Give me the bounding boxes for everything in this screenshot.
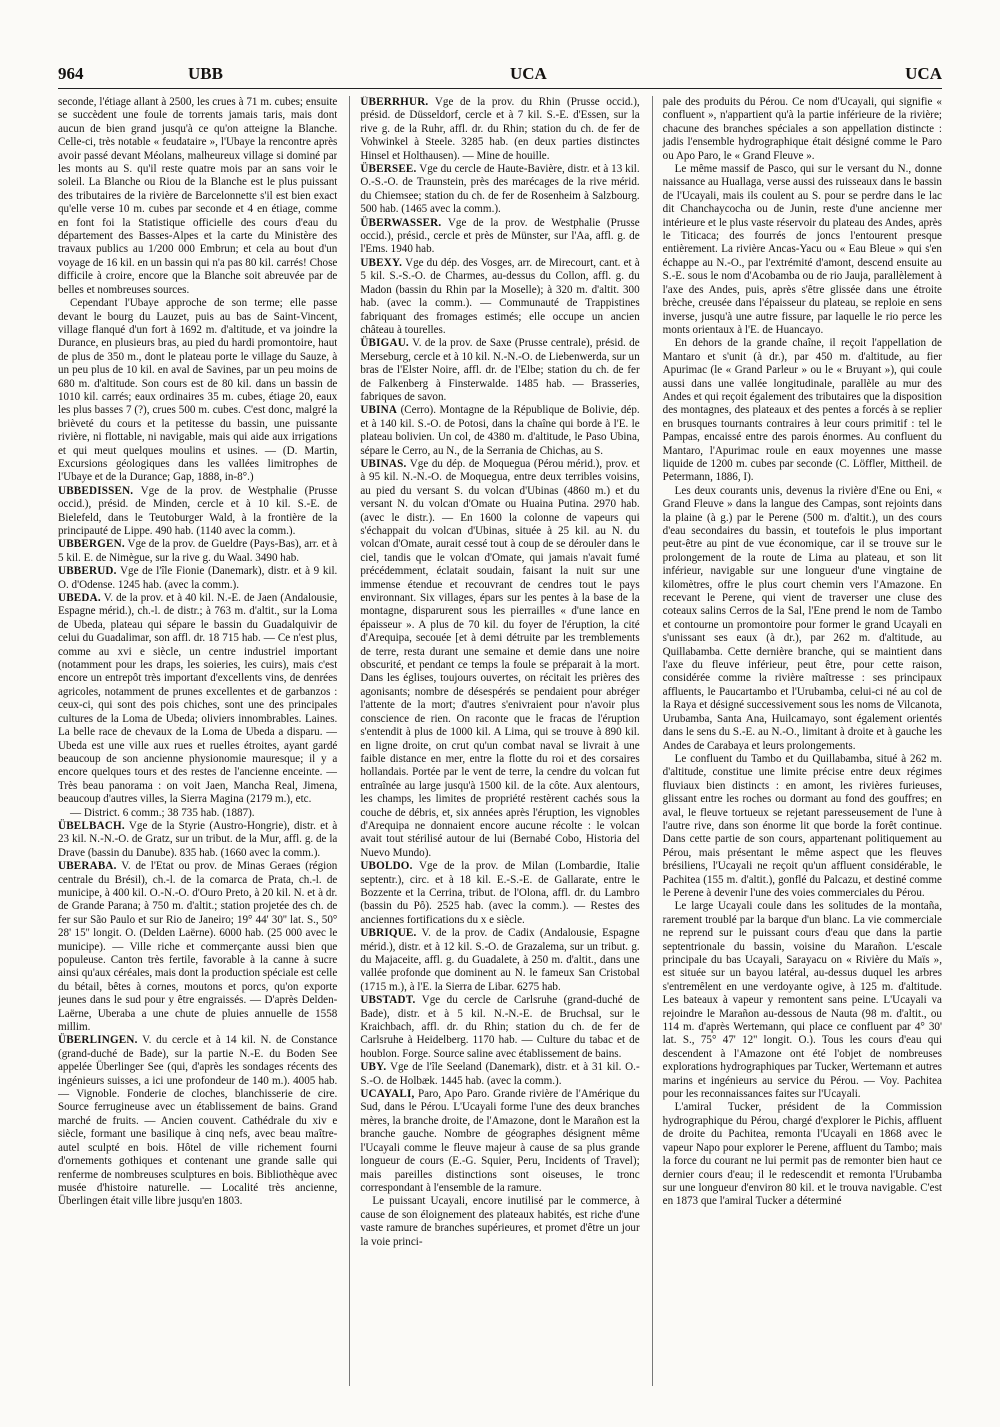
- entry-text: Vge de la Styrie (Austro-Hongrie), distr. et à 23 kil. N.-N.-O. de Gratz, sur un tribut. de la Mur, affl. g. de la Drave (bassin du Danube). 835 hab. (1660 avec la comm.).: [58, 819, 338, 859]
- entry-paragraph: [663, 337, 942, 484]
- entry-headword: UCAYALI,: [360, 1088, 415, 1101]
- dictionary-entry: [360, 257, 639, 337]
- dictionary-entry: [58, 538, 337, 565]
- entry-headword: UBY.: [360, 1061, 387, 1074]
- dictionary-entry: [58, 485, 337, 539]
- entry-text: Vge de l'île Seeland (Danemark), distr. et à 31 kil. O.-S.-O. de Holbæk. 1445 hab. (avec la comm.).: [360, 1061, 640, 1087]
- entry-headword: ÜBERSEE.: [360, 163, 417, 176]
- entry-headword: UBEDA.: [58, 592, 101, 605]
- dictionary-entry: [360, 1088, 639, 1195]
- entry-headword: ÜBERLINGEN.: [58, 1034, 138, 1047]
- entry-headword: UBINA: [360, 404, 398, 417]
- entry-text: — District. 6 comm.; 38 735 hab. (1887).: [70, 806, 255, 819]
- dictionary-entry: [360, 163, 639, 217]
- dictionary-entry: [360, 994, 639, 1061]
- entry-text: Le même massif de Pasco, qui sur le versant du N., donne naissance au Huallaga, verse aussi des ruisseaux dans le bassin de l'Ucayali, mais ils coulent au S. pour se perdre dans le lac dit Chanchaycocha ou de Junin, reste d'une ancienne mer intérieure et le plus vaste réservoir du plateau des Andes, après le Titicaca; des fourrés de joncs l'entourent presque entièrement. La rivière Ancas-Yacu ou « Eau Bleue » qui s'en échappe au N.-O., par l'extrémité d'amont, descend ensuite au S.-E. sous le nom d'Acobamba ou de rio Jauja, parallèlement à l'axe des Andes, puis, après s'être glissée dans une étroite brèche, creusée dans l'épaisseur du plateau, se reploie en sens inverse, jusqu'à une autre fissure, par laquelle le rio perce les monts orientaux à l'E. de Huancayo.: [662, 163, 942, 336]
- entry-text: V. de la prov. de Saxe (Prusse centrale), présid. de Merseburg, cercle et à 10 kil. N.-N.-O. de Liebenwerda, sur un bras de l'Elster Noire, affl. dr. de l'Elbe; station du ch. de fer de Falkenberg à Finsterwalde. 1485 hab. — Brasseries, fabriques de savon.: [360, 337, 640, 403]
- dictionary-entry: [58, 820, 337, 860]
- entry-headword: ÜBIGAU.: [360, 337, 409, 350]
- dictionary-entry: [360, 217, 639, 257]
- entry-text: Vge de la prov. de Westphalie (Prusse occid.), présid. de Minden, cercle et à 10 kil. S.-E. de Bielefeld, dans le Teutoburger Wald, à la frontière de la principauté de Lippe. 490 hab. (1140 avec la comm.).: [58, 484, 338, 537]
- entry-text: V. de la prov. de Cadix (Andalousie, Espagne mérid.), distr. et à 12 kil. S.-O. de Grazalema, sur un tribut. g. du Majaceite, affl. g. du Guadalete, à 250 m. d'altit., dans une vallée profonde que dominent au N. le fameux San Cristobal (1715 m.), à l'E. la Sierra de Libar. 6275 hab.: [360, 927, 640, 993]
- entry-headword: ÜBERRHUR.: [360, 96, 429, 108]
- entry-paragraph: [58, 96, 337, 297]
- text-columns: [58, 96, 942, 1386]
- entry-text: Vge du cercle de Haute-Bavière, distr. et à 13 kil. O.-S.-O. de Traunstein, près des marécages de la rive mérid. du Chiemsee; station du ch. de fer de Rosenheim à Salzbourg. 500 hab. (1465 avec la comm.).: [360, 163, 640, 216]
- entry-headword: UBBERGEN.: [58, 538, 125, 551]
- entry-text: Vge de la prov. du Rhin (Prusse occid.), présid. de Düsseldorf, cercle et à 7 kil. S.-E. d'Essen, sur la rive g. de la Ruhr, affl. dr. du Rhin; station du ch. de fer de Vohwinkel à Steele. 3285 hab. (en deux parties distinctes Hinsel et Holthausen). — Mine de houille.: [360, 96, 640, 162]
- entry-headword: UBINAS.: [360, 457, 407, 470]
- page-number: 964: [58, 64, 84, 83]
- entry-text: En dehors de la grande chaîne, il reçoit l'appellation de Mantaro et s'unit (à dr.), par 450 m. d'altitude, au fier Apurimac (le « Grand Parleur » ou le « Bruyant »), qui coule aussi dans une vallée longitudinale, parallèle au mur des Andes et qui reçoit également des tributaires que la disposition des montagnes, des plateaux et des pentes a forcés à se replier en brusques tournants contraires à leur cours primitif : tel le Pampas, encaissé entre des parois énormes. Au confluent du Mantaro, l'Apurimac roule en eaux moyennes une masse liquide de 1200 m. cubes par seconde (C. Löffler, Mittheil. de Petermann, 1886, I).: [662, 337, 942, 484]
- entry-headword: UBOLDO.: [360, 860, 413, 873]
- entry-headword: UBEXY.: [360, 256, 403, 269]
- entry-headword: ÜBERWASSER.: [360, 216, 442, 229]
- entry-text: Vge du cercle de Carlsruhe (grand-duché de Bade), distr. et à 5 kil. N.-N.-E. de Bruchsal, sur le Kraichbach, affl. dr. du Rhin; station du ch. de fer de Carlsruhe à Heidelberg. 1170 hab. — Culture du tabac et de houblon. Forge. Source saline avec établissement de bains.: [360, 994, 640, 1060]
- header-middle-keyword: UCA: [510, 64, 547, 83]
- entry-headword: UBBERUD.: [58, 565, 117, 578]
- column-right: [652, 96, 942, 1386]
- entry-text: Paro, Apo Paro. Grande rivière de l'Amérique du Sud, dans le Pérou. L'Ucayali forme l'une des deux branches mères, la branche droite, de l'Amazone, dont le Marañon est la branche gauche. Nombre de géographes désignent même l'Ucayali comme le fleuve majeur à cause de sa plus grande longueur de cours (E.-G. Squier, Peru, Incidents of Travel); mais pareilles distinctions sont oiseuses, le tronc correspondant à l'ensemble de la ramure.: [360, 1088, 640, 1194]
- entry-paragraph: [663, 485, 942, 753]
- entry-text: Vge du dép. de Moquegua (Pérou mérid.), prov. et à 95 kil. N.-N.-O. de Moquegua, entre deux terribles voisins, au pied du versant S. du volcan d'Ubinas (4860 m.) et du versant N. du volcan d'Omate ou Huaina Putina. 2970 hab. (avec le distr.). — En 1600 la colonne de vapeurs qui s'échappait du volcan d'Ubinas, située à 25 kil. au N. du volcan d'Omate, aurait cessé tout à coup de se dérouler dans le ciel, tandis que le volcan d'Omate, qui jamais n'avait fumé précédemment, éclatait soudain, faisant la nuit sur une immense étendue et recouvrant de cendres tout le pays environnant. Six villages, épars sur les pentes à la base de la montagne, disparurent sous les pierrailles « d'une lance en épaisseur ». A plus de 70 kil. du foyer de l'éruption, la cité d'Arequipa, secouée [et à demi détruite par les tremblements de terre, resta durant une semaine et demie dans une noire obscurité, et pendant ce temps la foule se préparait à la mort. Dans les églises, toujours ouvertes, on récitait les prières des agonisants; nombre de désespérés se pendaient pour abréger l'attente de la mort; d'autres s'enivraient pour n'avoir plus conscience de rien. On raconte que le fracas de l'éruption s'entendit à plus de 1000 kil. A Lima, qui se trouve à 890 kil. en ligne droite, on crut qu'un combat naval se livrait à une faible distance en mer, entre la flotte du roi et des corsaires hollandais. Portée par le vent de terre, la cendre du volcan fut entraînée au large jusqu'à 1500 kil. de la côte. Aux alentours, les champs, les limites de propriété restèrent cachés sous la couche de débris, et, six années après l'éruption, les vignobles d'Arequipa ne donnaient encore aucune récolte : le volcan avait tout stérilisé autour de lui (Bernabé Cobo, Historia del Nuevo Mundo).: [360, 457, 640, 859]
- entry-text: seconde, l'étiage allant à 2500, les crues à 71 m. cubes; ensuite se succèdent une foule de torrents jamais taris, mais dont aucun de bien grand jusqu'à ce qu'on atteigne la Blanche. Celle-ci, très notable « feudataire », l'Ubaye la rencontre après avoir passé devant Méolans, malheureux village si dominé par les monts au S. qu'il reste quatre mois par an sans voir le soleil. La Blanche ou Riou de la Blanche est le plus puissant des tributaires de la rivière de Barcelonnette s'il est bien exact qu'elle verse 10 m. cubes par seconde et 4 en étiage, comme en font foi la Statistique officielle des cours d'eau du département des Basses-Alpes et la carte du Ministère des travaux publics au 1/200 000 Embrun; et cela au bout d'un voyage de 16 kil. en un bassin qui n'a pas 80 kil. carrés! Chose difficile à croire, encore que la Blanche soit abreuvée par de belles et nombreuses sources.: [58, 96, 338, 296]
- entry-paragraph: [663, 753, 942, 900]
- header-left-keyword: UBB: [188, 64, 223, 83]
- running-header: [58, 58, 942, 89]
- entry-text: Le puissant Ucayali, encore inutilisé par le commerce, à cause de son éloignement des plateaux habités, est riche d'une vaste ramure de branches supérieures, et promet d'être un jour la voie princi-: [360, 1195, 640, 1248]
- entry-paragraph: [663, 96, 942, 163]
- entry-paragraph: [360, 1195, 639, 1249]
- entry-text: Vge de la prov. de Milan (Lombardie, Italie septentr.), circ. et à 18 kil. E.-S.-E. de Gallarate, entre le Bozzente et la Cerrina, tribut. de l'Olona, affl. dr. du Lambro (bassin du Pô). 2525 hab. (avec la comm.). — Restes des anciennes fortifications du x e siècle.: [360, 860, 640, 926]
- entry-text: V. de la prov. et à 40 kil. N.-E. de Jaen (Andalousie, Espagne mérid.), ch.-l. de distr.; à 763 m. d'altit., sur la Loma de Ubeda, plateau qui sépare le bassin du Guadalquivir de celui du Guadalimar, son affl. dr. 18 715 hab. — Ce n'est plus, comme au xvi e siècle, un centre industriel important (notamment pour les draps, les soieries, les cuirs), mais c'est encore un entrepôt très important d'excellents vins, de denrées agricoles, notamment de prunes excellentes et de garbanzos : ceux-ci, qui sont des pois chiches, sont une des principales cultures de la Loma de Ubeda; oliviers innombrables. Laines. La belle race de chevaux de la Loma de Ubeda a disparu. — Ubeda est une ville aux rues et ruelles étroites, ayant gardé beaucoup de son ancienne physionomie mauresque; il y a encore quelques tours et des restes de l'ancienne enceinte. — Très beau panorama : on voit Jaen, Mancha Real, Jimena, beaucoup d'autres villes, la Sierra Magina (2179 m.), etc.: [58, 592, 338, 806]
- column-middle: [349, 96, 639, 1386]
- entry-text: Les deux courants unis, devenus la rivière d'Ene ou Eni, « Grand Fleuve » dans la langue des Campas, sont rejoints dans la plaine (à g.) par le Perene (500 m. d'altit.), un des cours d'eau secondaires du bassin, et toutefois le plus important peut-être au pint de vue économique, car il se trouve sur le prolongement de la route de Lima au plateau, et son lit inférieur, navigable sur une longueur d'une vingtaine de kilomètres, offre le plus court chemin vers l'Amazone. En recevant le Perene, qui vient de traverser une cluse des coteaux salins Cerros de la Sal, l'Ene prend le nom de Tambo et contourne un promontoire pour former le grand Ucayali en s'unissant ses eaux (à dr.), par 262 m. d'altitude, au Quillabamba. Cette dernière branche, qui se maintient dans l'axe du fleuve inférieur, peut être, pour cette raison, considérée comme la rivière maîtresse : ses principaux affluents, le Paucartambo et l'Urubamba, celui-ci né au col de la Raya et désigné successivement sous les noms de Vilcanota, Urubamba, Santa Ana, Huilcamayo, sont également orientés dans le sens du S.-E. au N.-O., limitant à droite et à gauche les Andes de Carabaya et leurs prolongements.: [662, 484, 942, 752]
- entry-headword: ÜBELBACH.: [58, 819, 125, 832]
- entry-text: (Cerro). Montagne de la République de Bolivie, dép. et à 140 kil. S.-O. de Potosi, dans la chaîne qui borde à l'E. le plateau bolivien. Un col, de 4380 m. d'altitude, le Paso Ubina, sépare le Cerro, au N., de la Serrania de Chichas, au S.: [360, 404, 640, 457]
- dictionary-entry: [360, 458, 639, 860]
- dictionary-entry: [360, 927, 639, 994]
- dictionary-entry: [360, 404, 639, 458]
- entry-text: Le large Ucayali coule dans les solitudes de la montaña, rarement troublé par la barque d'un blanc. La vie commerciale ne reprend sur le puissant cours d'eau que dans la partie septentrionale du bassin, voisine du Marañon. L'escale principale du bas Ucayali, Sarayacu on « Rivière du Maïs », est située sur un bayou latéral, au-dessus duquel les arbres s'entremêlent en une verdoyante ogive, à 125 m. d'altitude. Les bateaux à vapeur y remontent sans peine. L'Ucayali va rejoindre le Marañon au-dessous de Nauta (98 m. d'altit., ou 114 m. d'après Wertemann, qui place ce confluent par 4° 30' lat. S., 75° 47' 12'' longit. O.). Tous les cours d'eau qui descendent à l'Amazone ont été l'objet de nombreuses explorations hydrographiques par Tucker, Wertemann et autres marins et ingénieurs au service du Pérou. — Voy. Pachitea pour les reconnaissances faites sur l'Ucayali.: [662, 900, 942, 1101]
- entry-text: Vge du dép. des Vosges, arr. de Mirecourt, cant. et à 5 kil. S.-S.-O. de Charmes, au-dessus du Collon, affl. g. du Madon (bassin du Rhin par la Moselle); à 320 m. d'altit. 300 hab. (avec la comm.). — Communauté de Trappistines fabriquant des fromages estimés; elle occupe un ancien château à tourelles.: [360, 256, 640, 336]
- entry-headword: UBRIQUE.: [360, 927, 417, 940]
- entry-headword: UBBEDISSEN.: [58, 484, 134, 497]
- column-left: [58, 96, 337, 1386]
- entry-text: V. du cercle et à 14 kil. N. de Constance (grand-duché de Bade), sur la partie N.-E. du Boden See appelée Überlinger See (qui, d'après les sondages récents des ingénieurs suisses, a ici une profondeur de 140 m.). 4005 hab. — Vignoble. Fonderie de cloches, blanchisserie de cire. Source ferrugineuse avec un établissement de bains. Grand marché de fruits. — Ancien couvent. Cathédrale du xiv e siècle, formant une basilique à cinq nefs, avec beau maître-autel sculpté en bois. Hôtel de ville richement fourni d'ornements gothiques et contenant une grande salle qui renferme de nombreuses sculptures en bois. Bibliothèque avec musée d'histoire naturelle. — Localité très ancienne, Überlingen était ville libre jusqu'en 1803.: [58, 1034, 338, 1208]
- dictionary-entry: [360, 1061, 639, 1088]
- dictionary-entry: [360, 860, 639, 927]
- dictionary-entry: [360, 337, 639, 404]
- entry-text: Vge de la prov. de Westphalie (Prusse occid.), présid., cercle et près de Münster, sur l'Aa, affl. g. de l'Ems. 1940 hab.: [360, 216, 640, 256]
- dictionary-entry: [360, 96, 639, 163]
- entry-paragraph: [58, 807, 337, 820]
- dictionary-entry: [58, 592, 337, 807]
- dictionary-entry: [58, 565, 337, 592]
- entry-text: pale des produits du Pérou. Ce nom d'Ucayali, qui signifie « confluent », n'appartient qu'à la partie inférieure de la rivière; chacune des branches spéciales a son appellation distincte : jadis l'ensemble hydrographique était désigné comme le Paro ou Apo Paro, le « Grand Fleuve ».: [662, 96, 942, 162]
- entry-text: Vge de la prov. de Gueldre (Pays-Bas), arr. et à 5 kil. E. de Nimègue, sur la rive g. du Waal. 3490 hab.: [58, 538, 338, 564]
- entry-headword: UBSTADT.: [360, 994, 416, 1007]
- header-right-keyword: UCA: [905, 64, 942, 83]
- entry-text: Vge de l'île Fionie (Danemark), distr. et à 9 kil. O. d'Odense. 1245 hab. (avec la comm.).: [58, 565, 338, 591]
- entry-paragraph: [663, 1101, 942, 1208]
- entry-text: L'amiral Tucker, président de la Commission hydrographique du Pérou, chargé d'explorer le Pichis, affluent de droite du Pachitea, remonta l'Ucayali en 1868 avec le vapeur Napo pour explorer le Perene, affluent du Tambo; mais la force du courant ne lui permit pas de remonter bien haut ce dernier cours d'eau; il le redescendit et remonta l'Urubamba sur une longueur d'environ 80 kil. et le trouva navigable. C'est en 1873 que l'amiral Tucker a déterminé: [662, 1101, 942, 1208]
- entry-paragraph: [58, 297, 337, 485]
- dictionary-entry: [58, 1034, 337, 1208]
- dictionary-entry: [58, 860, 337, 1034]
- entry-text: V. de l'Etat ou prov. de Minas Geraes (région centrale du Brésil), ch.-l. de la comarca de Prata, ch.-l. de municipe, à 400 kil. O.-N.-O. d'Ouro Preto, à 20 kil. N. et à dr. de Grande Parana; à 750 m. d'altit.; station projetée des ch. de fer sur São Paulo et sur Rio de Janeiro; 19° 44' 30'' lat. S., 50° 28' 15'' longit. O. (Delden Laërne). 6000 hab. (25 000 avec le municipe). — Ville riche et commerçante aussi bien que populeuse. Canton très fertile, favorable à la canne à sucre ainsi qu'aux céréales, mais dont la production spéciale est celle du bétail, bêtes à cornes, moutons et porcs, qu'on exporte jeunes dans le sud pour y être engraissés. — D'après Delden-Laërne, Uberaba a une chute de pluies annuelle de 1558 millim.: [58, 860, 338, 1034]
- entry-paragraph: [663, 900, 942, 1101]
- entry-paragraph: [663, 163, 942, 337]
- entry-text: Le confluent du Tambo et du Quillabamba, situé à 262 m. d'altitude, constitue une limite précise entre deux régimes fluviaux bien distincts : en amont, les rivières furieuses, glissant entre les roches ou dormant au fond des gouffres; en aval, le fleuve tortueux se rejetant paresseusement de l'une à l'autre rive, dans son énorme lit que borde la forêt continue. Dans cette partie de son cours, appartenant politiquement au Pérou, mais présentant le même aspect que les fleuves brésiliens, l'Ucayali ne reçoit qu'un affluent considérable, le Pachitea (155 m. d'altit.), gonflé du Palcazu, et destiné comme le Perene à devenir l'une des voies commerciales du Pérou.: [662, 752, 942, 899]
- entry-text: Cependant l'Ubaye approche de son terme; elle passe devant le bourg du Lauzet, puis au bas de Saint-Vincent, village flanqué d'un fort à 1692 m. d'altitude, et va joindre la Durance, en plusieurs bras, au pied du hardi promontoire, haut de plus de 350 m., dont le plateau porte le village du Sauze, à un peu plus de 10 kil. en aval de Savines, par un peu moins de 680 m. d'altitude. Son cours est de 80 kil. dans un bassin de 1010 kil. carrés; eaux ordinaires 35 m. cubes, étiage 20, eaux les plus basses 7 (?), crues 500 m. cubes. C'est donc, malgré la brièveté du cours et la petitesse du bassin, une puissante rivière, ni flottable, ni navigable, mais qui aide aux irrigations et qui meut quelques moulins et usines. — (D. Martin, Excursions géologiques dans les vallées limitrophes de l'Ubaye et de la Durance; Gap, 1888, in-8°.): [58, 297, 338, 484]
- entry-headword: UBERABA.: [58, 860, 117, 873]
